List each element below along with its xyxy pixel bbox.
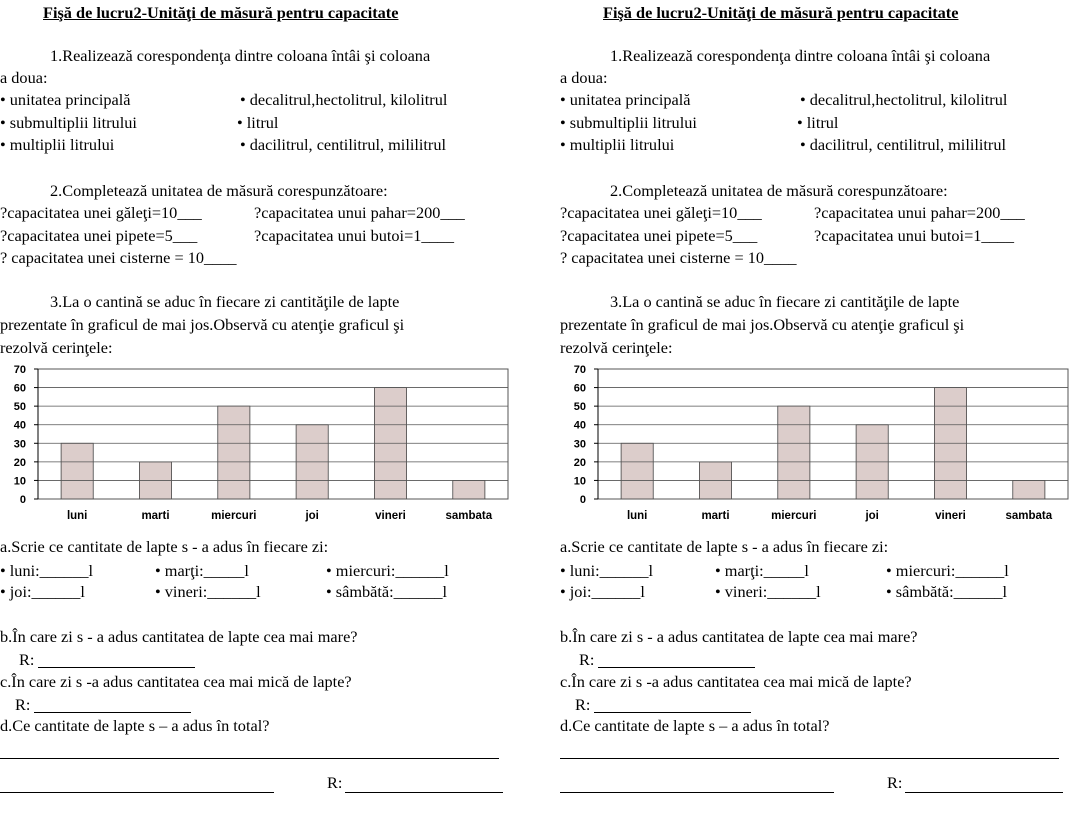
ex3-instruction: 3.La o cantină se aduc în fiecare zi cantităţile de lapte: [50, 292, 400, 311]
ex1-right-item: • dacilitrul, centilitrul, mililitrul: [240, 135, 447, 154]
ex3-instruction-cont: rezolvă cerinţele:: [560, 338, 673, 357]
ex2-item: ?capacitatea unei găleţi=10___: [0, 203, 202, 222]
bar: [1013, 480, 1045, 499]
day-answer-field[interactable]: • miercuri:______l: [886, 561, 1009, 580]
ex1-left-item: • unitatea principală: [0, 90, 131, 109]
ex1-left-item: • submultiplii litrului: [0, 113, 137, 132]
y-tick-label: 60: [13, 382, 26, 395]
y-tick-label: 70: [573, 364, 586, 376]
x-tick-label: joi: [865, 510, 879, 522]
question-c: c.În care zi s -a adus cantitatea cea mai mică de lapte?: [560, 672, 912, 691]
answer-label: R:: [15, 695, 31, 714]
ex1-instruction: 1.Realizează corespondenţa dintre coloana întâi şi coloana: [50, 46, 431, 65]
ex3-instruction-cont: rezolvă cerinţele:: [0, 338, 113, 357]
day-answer-field[interactable]: • joi:______l: [0, 582, 85, 601]
day-answer-field[interactable]: • sâmbătă:______l: [326, 582, 448, 601]
y-tick-label: 30: [573, 438, 586, 451]
question-c: c.În care zi s -a adus cantitatea cea mai mică de lapte?: [0, 672, 352, 691]
bar: [621, 443, 653, 499]
answer-line[interactable]: [560, 792, 834, 793]
answer-label: R:: [327, 773, 343, 792]
ex1-instruction-cont: a doua:: [560, 68, 608, 87]
ex2-instruction: 2.Completează unitatea de măsură corespunzătoare:: [610, 181, 948, 200]
y-tick-label: 40: [573, 419, 586, 432]
day-answer-field[interactable]: • vineri:______l: [715, 582, 821, 601]
worksheet-title: Fişă de lucru2-Unităţi de măsură pentru capacitate: [603, 3, 959, 22]
worksheet-right: [560, 0, 1070, 816]
ex2-item: ?capacitatea unei găleţi=10___: [560, 203, 762, 222]
y-tick-label: 0: [19, 494, 26, 506]
y-tick-label: 10: [573, 475, 586, 488]
ex3-instruction-cont: prezentate în graficul de mai jos.Observă cu atenţie graficul şi: [560, 315, 965, 334]
y-tick-label: 70: [13, 364, 26, 376]
answer-line[interactable]: [0, 792, 274, 793]
question-b: b.În care zi s - a adus cantitatea de lapte cea mai mare?: [560, 627, 918, 646]
day-answer-field[interactable]: • vineri:______l: [155, 582, 261, 601]
ex1-right-item: • dacilitrul, centilitrul, mililitrul: [800, 135, 1007, 154]
answer-line[interactable]: [905, 792, 1063, 793]
question-d: d.Ce cantitate de lapte s – a adus în total?: [560, 716, 830, 735]
day-answer-field[interactable]: • luni:______l: [0, 561, 94, 580]
answer-line[interactable]: [0, 758, 499, 759]
y-tick-label: 60: [573, 382, 586, 395]
bar: [778, 406, 810, 499]
ex1-instruction-cont: a doua:: [0, 68, 48, 87]
x-tick-label: miercuri: [211, 510, 257, 522]
plot-area: [598, 369, 1068, 499]
answer-line[interactable]: [345, 792, 503, 793]
x-tick-label: marti: [701, 510, 730, 522]
day-answer-field[interactable]: • marţi:_____l: [715, 561, 809, 580]
ex1-left-item: • multiplii litrului: [0, 135, 115, 154]
y-tick-label: 40: [13, 419, 26, 432]
day-answer-field[interactable]: • sâmbătă:______l: [886, 582, 1008, 601]
bar: [453, 480, 485, 499]
x-tick-label: luni: [66, 510, 88, 522]
answer-line[interactable]: [560, 758, 1059, 759]
worksheet-left: [0, 0, 530, 816]
x-tick-label: vineri: [935, 510, 966, 522]
question-b: b.În care zi s - a adus cantitatea de lapte cea mai mare?: [0, 627, 358, 646]
y-tick-label: 0: [579, 494, 586, 506]
answer-line[interactable]: [34, 712, 191, 713]
ex3-instruction-cont: prezentate în graficul de mai jos.Observă cu atenţie graficul şi: [0, 315, 405, 334]
bar: [61, 443, 93, 499]
question-a: a.Scrie ce cantitate de lapte s - a adus în fiecare zi:: [560, 537, 889, 556]
day-answer-field[interactable]: • marţi:_____l: [155, 561, 249, 580]
ex2-item: ?capacitatea unui butoi=1____: [814, 226, 1014, 245]
ex1-right-item: • litrul: [797, 113, 839, 132]
answer-label: R:: [575, 695, 591, 714]
ex2-item: ?capacitatea unui butoi=1____: [254, 226, 454, 245]
plot-area: [38, 369, 508, 499]
day-answer-field[interactable]: • joi:______l: [560, 582, 645, 601]
answer-label: R:: [19, 650, 35, 669]
ex2-item: ?capacitatea unui pahar=200___: [254, 203, 465, 222]
answer-line[interactable]: [38, 667, 195, 668]
ex1-right-item: • decalitrul,hectolitrul, kilolitrul: [800, 90, 1008, 109]
day-answer-field[interactable]: • luni:______l: [560, 561, 654, 580]
milk-bar-chart: [560, 362, 1070, 524]
answer-line[interactable]: [598, 667, 755, 668]
y-tick-label: 20: [573, 456, 586, 469]
ex2-item: ?capacitatea unei pipete=5___: [0, 226, 198, 245]
x-tick-label: miercuri: [771, 510, 817, 522]
y-tick-label: 30: [13, 438, 26, 451]
x-tick-label: marti: [141, 510, 170, 522]
y-tick-label: 50: [13, 401, 26, 414]
ex2-item: ?capacitatea unui pahar=200___: [814, 203, 1025, 222]
ex1-left-item: • unitatea principală: [560, 90, 691, 109]
ex1-right-item: • decalitrul,hectolitrul, kilolitrul: [240, 90, 448, 109]
y-tick-label: 10: [13, 475, 26, 488]
y-tick-label: 50: [573, 401, 586, 414]
x-tick-label: vineri: [375, 510, 406, 522]
question-d: d.Ce cantitate de lapte s – a adus în total?: [0, 716, 270, 735]
answer-line[interactable]: [594, 712, 751, 713]
ex1-left-item: • multiplii litrului: [560, 135, 675, 154]
ex1-left-item: • submultiplii litrului: [560, 113, 697, 132]
ex1-right-item: • litrul: [237, 113, 279, 132]
ex2-item: ?capacitatea unei pipete=5___: [560, 226, 758, 245]
ex2-item: ? capacitatea unei cisterne = 10____: [0, 248, 237, 267]
day-answer-field[interactable]: • miercuri:______l: [326, 561, 449, 580]
x-tick-label: joi: [305, 510, 319, 522]
ex2-item: ? capacitatea unei cisterne = 10____: [560, 248, 797, 267]
x-tick-label: sambata: [1005, 510, 1053, 522]
ex2-instruction: 2.Completează unitatea de măsură corespunzătoare:: [50, 181, 388, 200]
question-a: a.Scrie ce cantitate de lapte s - a adus în fiecare zi:: [0, 537, 329, 556]
x-tick-label: sambata: [445, 510, 493, 522]
y-tick-label: 20: [13, 456, 26, 469]
answer-label: R:: [887, 773, 903, 792]
ex1-instruction: 1.Realizează corespondenţa dintre coloana întâi şi coloana: [610, 46, 991, 65]
milk-bar-chart: [0, 362, 510, 524]
answer-label: R:: [579, 650, 595, 669]
ex3-instruction: 3.La o cantină se aduc în fiecare zi cantităţile de lapte: [610, 292, 960, 311]
bar: [218, 406, 250, 499]
x-tick-label: luni: [626, 510, 648, 522]
worksheet-title: Fişă de lucru2-Unităţi de măsură pentru capacitate: [43, 3, 399, 22]
